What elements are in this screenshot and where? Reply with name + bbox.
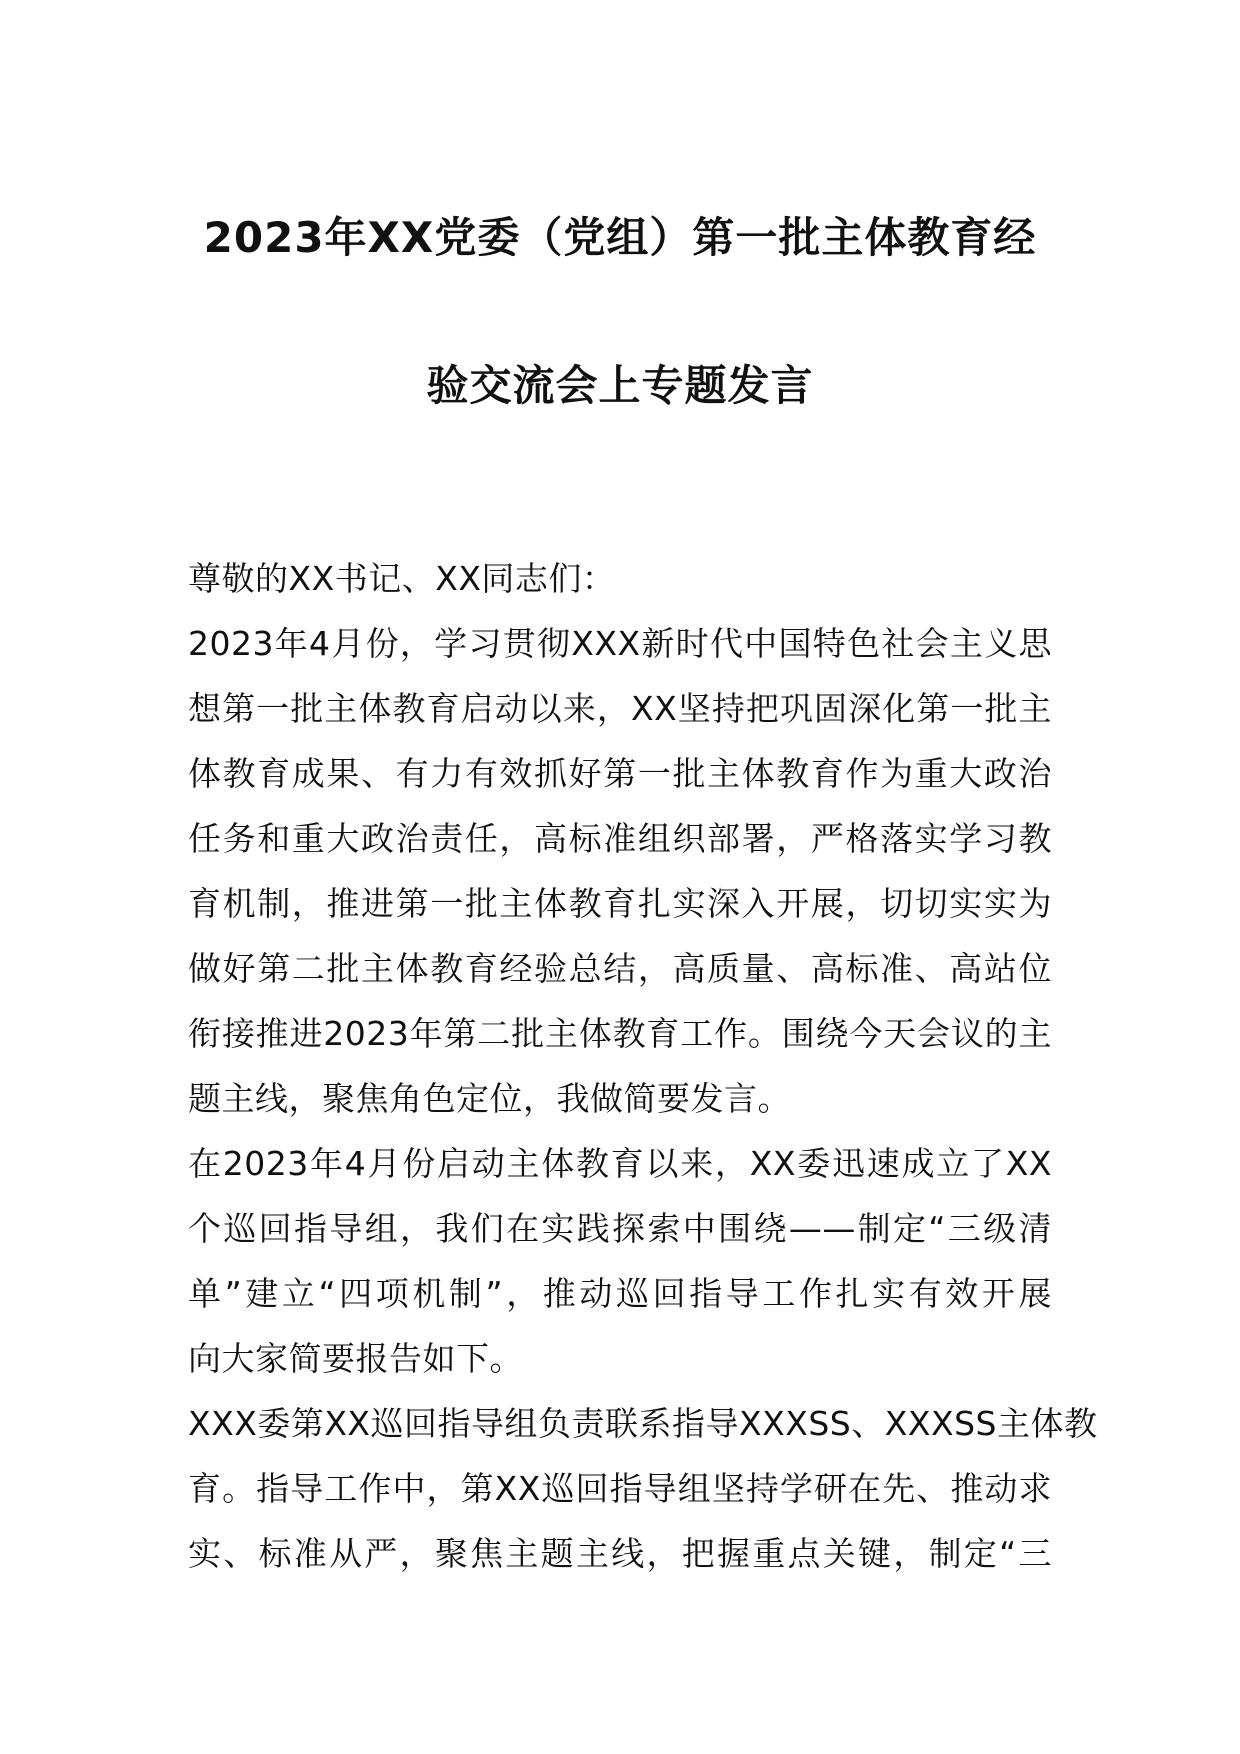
salutation-line: 尊敬的XX书记、XX同志们： [188, 559, 616, 598]
body-line: 个巡回指导组，我们在实践探索中围绕——制定“三级清 [188, 1209, 1052, 1248]
body-line: 做好第二批主体教育经验总结，高质量、高标准、高站位 [188, 949, 1052, 988]
body-line: XXX委第XX巡回指导组负责联系指导XXXSS、XXXSS主体教 [188, 1404, 1098, 1443]
body-line: 2023年4月份，学习贯彻XXX新时代中国特色社会主义思 [188, 624, 1052, 663]
body-line: 任务和重大政治责任，高标准组织部署，严格落实学习教 [188, 819, 1052, 858]
body-line: 实、标准从严，聚焦主题主线，把握重点关键，制定“三 [188, 1534, 1052, 1573]
body-line: 衔接推进2023年第二批主体教育工作。围绕今天会议的主 [188, 1014, 1052, 1053]
body-line: 体教育成果、有力有效抓好第一批主体教育作为重大政治 [188, 754, 1052, 793]
body-line: 育。指导工作中，第XX巡回指导组坚持学研在先、推动求 [188, 1469, 1052, 1508]
body-line: 育机制，推进第一批主体教育扎实深入开展，切切实实为 [188, 884, 1052, 923]
body-line: 想第一批主体教育启动以来，XX坚持把巩固深化第一批主 [188, 689, 1052, 728]
body-line: 题主线，聚焦角色定位，我做简要发言。 [188, 1079, 791, 1118]
body-line: 单”建立“四项机制”，推动巡回指导工作扎实有效开展 [188, 1274, 1052, 1313]
body-line: 向大家简要报告如下。 [188, 1339, 523, 1378]
document-title-line-2: 验交流会上专题发言 [426, 361, 814, 410]
body-line: 在2023年4月份启动主体教育以来，XX委迅速成立了XX [188, 1144, 1052, 1183]
document-title-line-1: 2023年XX党委（党组）第一批主体教育经 [203, 213, 1037, 262]
document-body [188, 546, 1098, 1586]
